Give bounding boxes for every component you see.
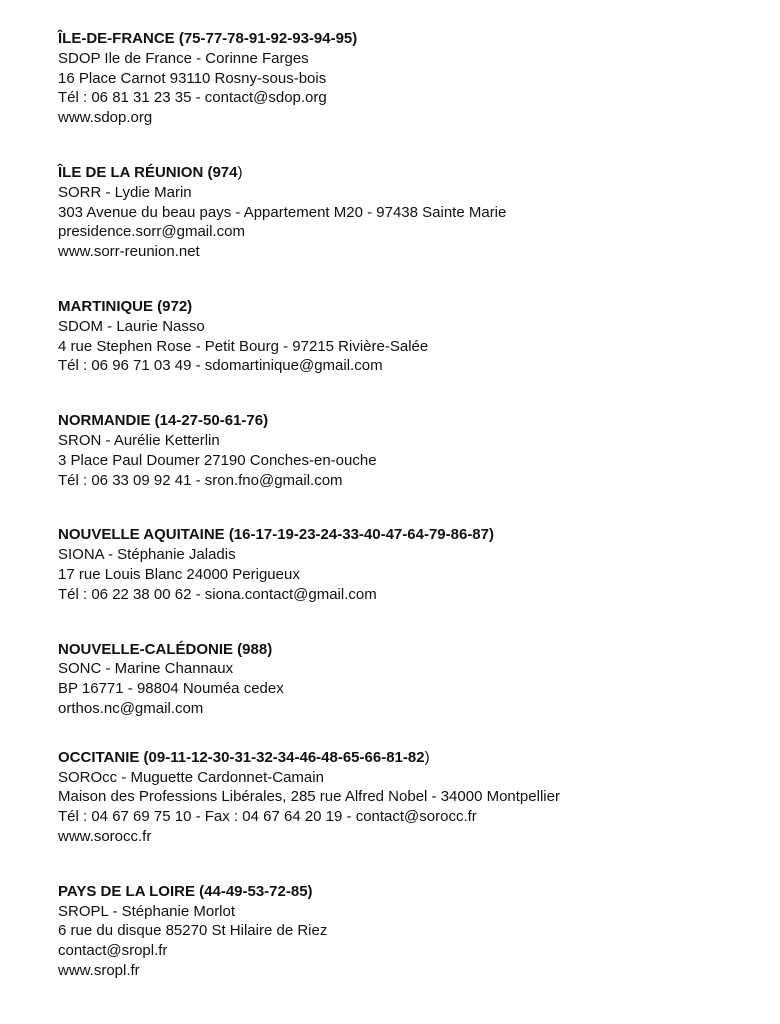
region-heading-suffix: ) bbox=[424, 748, 430, 766]
region-entry-pays-de-la-loire bbox=[58, 882, 758, 981]
address-line: 3 Place Paul Doumer 27190 Conches-en-ouche bbox=[58, 451, 377, 469]
region-heading bbox=[58, 525, 758, 545]
region-entry-normandie bbox=[58, 411, 758, 490]
email-link[interactable]: contact@sropl.fr bbox=[58, 942, 168, 960]
organization-contact: SOROcc - Muguette Cardonnet-Camain bbox=[58, 768, 324, 786]
region-heading-text: NOUVELLE AQUITAINE (16-17-19-23-24-33-40-47-64-79-86-87) bbox=[58, 526, 494, 544]
address-line: 17 rue Louis Blanc 24000 Perigueux bbox=[58, 565, 300, 583]
phone-email-line: Tél : 06 81 31 23 35 - contact@sdop.org bbox=[58, 89, 327, 107]
organization-contact: SDOP Ile de France - Corinne Farges bbox=[58, 49, 309, 67]
region-heading-text: ÎLE DE LA RÉUNION (974 bbox=[58, 163, 238, 181]
region-heading bbox=[58, 748, 758, 768]
email-link[interactable]: orthos.nc@gmail.com bbox=[58, 699, 204, 717]
region-heading bbox=[58, 882, 758, 902]
region-heading-text: NOUVELLE-CALÉDONIE (988) bbox=[58, 640, 273, 658]
address-line: 4 rue Stephen Rose - Petit Bourg - 97215 Rivière-Salée bbox=[58, 337, 429, 355]
organization-contact: SONC - Marine Channaux bbox=[58, 660, 234, 678]
organization-contact: SDOM - Laurie Nasso bbox=[58, 317, 205, 335]
region-heading bbox=[58, 297, 758, 317]
region-entry-ile-de-france bbox=[58, 29, 758, 128]
organization-contact: SROPL - Stéphanie Morlot bbox=[58, 902, 236, 920]
phone-email-line: Tél : 06 96 71 03 49 - sdomartinique@gmail.com bbox=[58, 357, 383, 375]
region-heading bbox=[58, 411, 758, 431]
phone-email-line: Tél : 06 33 09 92 41 - sron.fno@gmail.com bbox=[58, 471, 343, 489]
address-line: 303 Avenue du beau pays - Appartement M20 - 97438 Sainte Marie bbox=[58, 203, 507, 221]
region-heading bbox=[58, 29, 758, 49]
address-line: Maison des Professions Libérales, 285 rue Alfred Nobel - 34000 Montpellier bbox=[58, 788, 560, 806]
document-page bbox=[58, 29, 758, 981]
region-heading bbox=[58, 640, 758, 660]
region-heading-text: OCCITANIE (09-11-12-30-31-32-34-46-48-65-66-81-82 bbox=[58, 748, 425, 766]
region-entry-ile-de-la-reunion bbox=[58, 163, 758, 262]
region-heading-text: PAYS DE LA LOIRE (44-49-53-72-85) bbox=[58, 882, 313, 900]
website-link[interactable]: www.sropl.fr bbox=[58, 961, 140, 979]
organization-contact: SRON - Aurélie Ketterlin bbox=[58, 431, 220, 449]
address-line: BP 16771 - 98804 Nouméa cedex bbox=[58, 680, 284, 698]
region-entry-occitanie bbox=[58, 748, 758, 847]
region-heading-suffix: ) bbox=[237, 163, 243, 181]
region-entry-nouvelle-caledonie bbox=[58, 640, 758, 719]
organization-contact: SORR - Lydie Marin bbox=[58, 183, 192, 201]
website-link[interactable]: www.sorr-reunion.net bbox=[58, 243, 200, 261]
region-heading bbox=[58, 163, 758, 183]
region-entry-nouvelle-aquitaine bbox=[58, 525, 758, 604]
phone-fax-email-line: Tél : 04 67 69 75 10 - Fax : 04 67 64 20 19 - contact@sorocc.fr bbox=[58, 808, 477, 826]
region-heading-text: NORMANDIE (14-27-50-61-76) bbox=[58, 412, 269, 430]
address-line: 16 Place Carnot 93110 Rosny-sous-bois bbox=[58, 69, 327, 87]
website-link[interactable]: www.sdop.org bbox=[58, 109, 153, 127]
organization-contact: SIONA - Stéphanie Jaladis bbox=[58, 546, 236, 564]
email-link[interactable]: presidence.sorr@gmail.com bbox=[58, 223, 245, 241]
region-heading-text: MARTINIQUE (972) bbox=[58, 297, 193, 315]
website-link[interactable]: www.sorocc.fr bbox=[58, 827, 152, 845]
region-entry-martinique bbox=[58, 297, 758, 376]
address-line: 6 rue du disque 85270 St Hilaire de Riez bbox=[58, 922, 328, 940]
region-heading-text: ÎLE-DE-FRANCE (75-77-78-91-92-93-94-95) bbox=[58, 30, 358, 47]
phone-email-line: Tél : 06 22 38 00 62 - siona.contact@gmail.com bbox=[58, 585, 377, 603]
